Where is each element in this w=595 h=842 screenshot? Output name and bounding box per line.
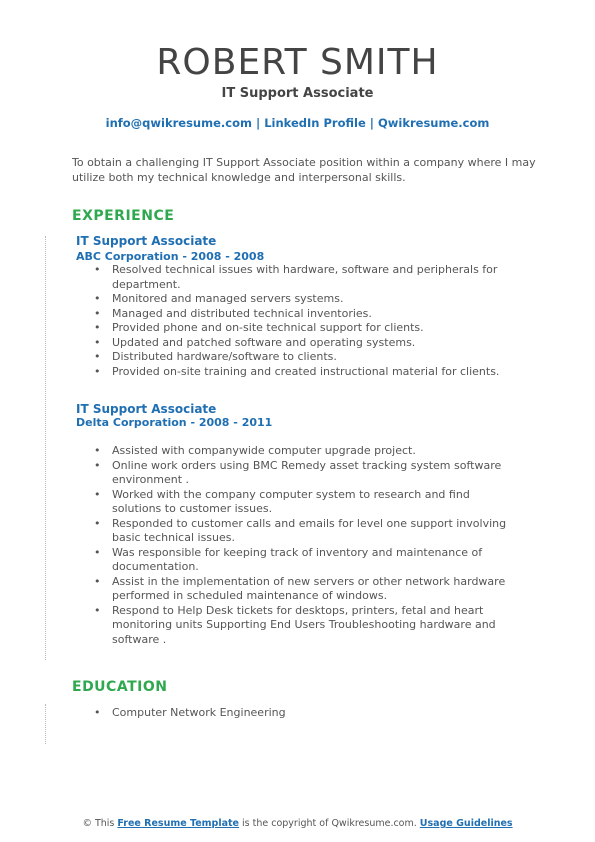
list-item: • Computer Network Engineering [94,706,514,721]
free-template-link[interactable]: Free Resume Template [117,818,239,829]
footer-prefix: © This [82,818,118,829]
job-company: ABC Corporation - 2008 - 2008 [76,250,265,263]
list-item: • Provided on-site training and created instructional material for clients. [94,365,514,380]
education-heading: EDUCATION [72,679,168,695]
contact-line [0,116,595,130]
list-item: • Provided phone and on-site technical support for clients. [94,321,514,336]
job-bullets [94,444,514,647]
email-link[interactable]: info@qwikresume.com [105,116,252,130]
contact-separator: | [365,116,378,130]
list-item: • Managed and distributed technical inventories. [94,307,514,322]
list-item: • Respond to Help Desk tickets for desktops, printers, fetal and heart monitoring units Supporting End Users Troubleshooting hardware and software . [94,604,514,648]
footer-middle: is the copyright of Qwikresume.com. [239,818,420,829]
experience-divider [45,236,46,660]
list-item: • Worked with the company computer system to research and find solutions to customer issues. [94,488,514,517]
list-item: • Responded to customer calls and emails for level one support involving basic technical issues. [94,517,514,546]
contact-separator: | [251,116,265,130]
usage-guidelines-link[interactable]: Usage Guidelines [419,818,513,829]
candidate-role: IT Support Associate [221,86,374,101]
job-title: IT Support Associate [76,402,217,416]
education-divider [45,704,46,744]
candidate-name: ROBERT SMITH [156,42,439,83]
job-title: IT Support Associate [76,234,217,248]
list-item: • Monitored and managed servers systems. [94,292,514,307]
footer [0,818,595,829]
education-list [94,706,514,721]
job-bullets [94,263,514,379]
list-item: • Resolved technical issues with hardware, software and peripherals for department. [94,263,514,292]
summary-text: To obtain a challenging IT Support Associate position within a company where I may utilize both my technical knowledge and interpersonal skills. [72,156,536,184]
list-item: • Updated and patched software and operating systems. [94,336,514,351]
list-item: • Assist in the implementation of new servers or other network hardware performed in scheduled maintenance of windows. [94,575,514,604]
list-item: • Assisted with companywide computer upgrade project. [94,444,514,459]
list-item: • Was responsible for keeping track of inventory and maintenance of documentation. [94,546,514,575]
list-item: • Online work orders using BMC Remedy asset tracking system software environment . [94,459,514,488]
website-link[interactable]: Qwikresume.com [378,116,490,130]
linkedin-link[interactable]: LinkedIn Profile [264,116,366,130]
experience-heading: EXPERIENCE [72,208,175,224]
job-company: Delta Corporation - 2008 - 2011 [76,416,273,429]
list-item: • Distributed hardware/software to clients. [94,350,514,365]
